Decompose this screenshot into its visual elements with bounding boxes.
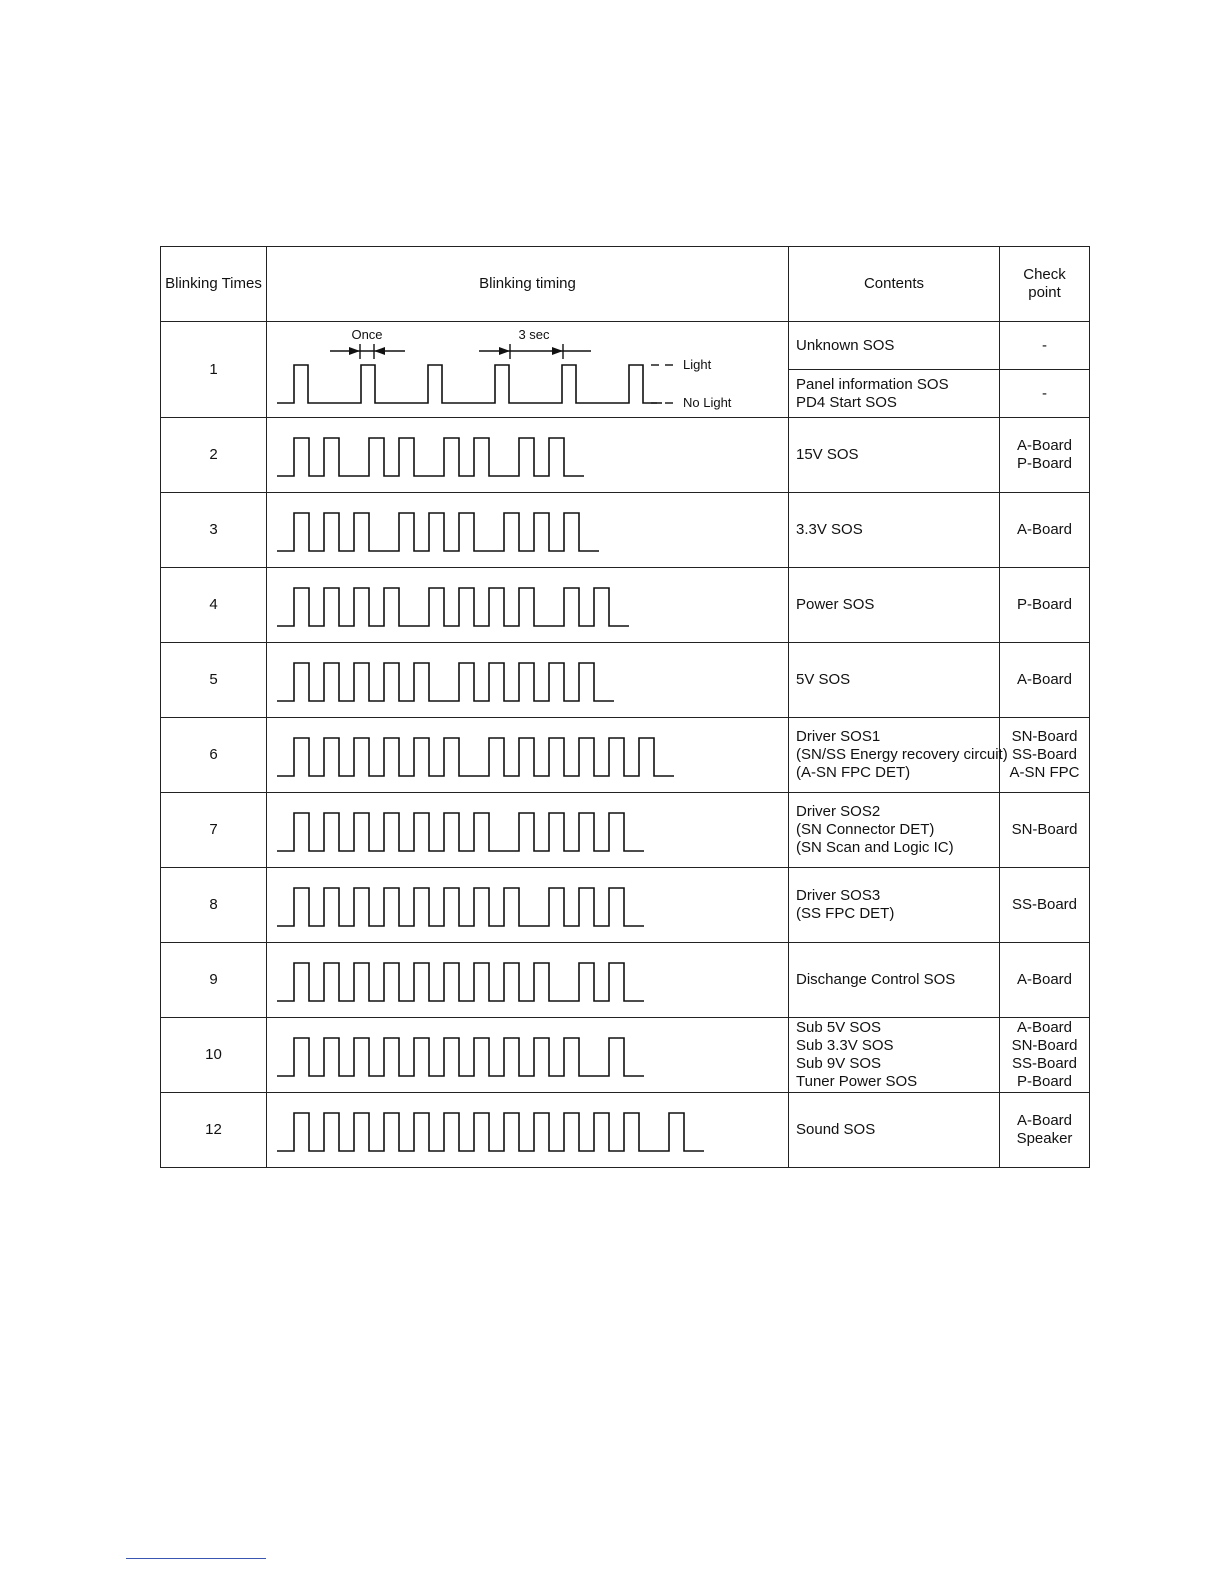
- waveform-path: [277, 813, 644, 851]
- check-line: -: [1042, 384, 1047, 402]
- timing-diagram: [267, 493, 789, 567]
- check-line: SN-Board: [1011, 1037, 1078, 1054]
- contents-line: Dischange Control SOS: [796, 971, 956, 988]
- waveform-path: [277, 1038, 644, 1076]
- waveform-path: [277, 663, 614, 701]
- row-check: [1000, 1018, 1090, 1093]
- contents-line: 3.3V SOS: [796, 521, 863, 538]
- row-check: [1000, 370, 1090, 418]
- check-line: A-Board: [1016, 1019, 1073, 1036]
- header-row: [161, 247, 1090, 322]
- row-timing: [267, 493, 789, 568]
- row-times: 5: [161, 643, 267, 718]
- check-line: P-Board: [1016, 596, 1073, 613]
- sos-table: [160, 246, 1090, 1168]
- row-times: 7: [161, 793, 267, 868]
- row-contents: [789, 1018, 1000, 1093]
- row-check: [1000, 643, 1090, 718]
- row-check: [1000, 418, 1090, 493]
- row-check: [1000, 868, 1090, 943]
- table-body: [161, 322, 1090, 1168]
- row-contents: [789, 568, 1000, 643]
- timing-diagram: [267, 793, 789, 867]
- light-label: Light: [683, 357, 712, 372]
- three-sec-label: 3 sec: [518, 327, 550, 342]
- row-check: [1000, 943, 1090, 1018]
- timing-diagram: [267, 568, 789, 642]
- contents-line: (SN Connector DET): [796, 821, 935, 838]
- timing-diagram: [267, 643, 789, 717]
- once-label: Once: [351, 327, 383, 342]
- row-times: 9: [161, 943, 267, 1018]
- contents-line: Sub 9V SOS: [796, 1055, 882, 1072]
- table-row: [161, 643, 1090, 718]
- row-timing: [267, 568, 789, 643]
- row-times: 4: [161, 568, 267, 643]
- row-contents: [789, 322, 1000, 370]
- waveform-path: [277, 588, 629, 626]
- row-times: 10: [161, 1018, 267, 1093]
- row-contents: [789, 793, 1000, 868]
- contents-line: (SS FPC DET): [796, 905, 895, 922]
- row-contents: [789, 370, 1000, 418]
- contents-line: Sound SOS: [796, 1121, 876, 1138]
- contents-line: Sub 3.3V SOS: [796, 1037, 894, 1054]
- row-check: [1000, 568, 1090, 643]
- check-line: -: [1042, 336, 1047, 354]
- row-contents: [789, 718, 1008, 793]
- contents-line: (A-SN FPC DET): [796, 764, 911, 781]
- once-dimension: [330, 344, 405, 359]
- check-line: SS-Board: [1011, 896, 1078, 913]
- no-light-label: No Light: [683, 395, 732, 410]
- table-row: [161, 1093, 1090, 1168]
- header-contents: Contents: [789, 247, 1000, 322]
- check-line: SS-Board: [1011, 746, 1078, 763]
- table-row: [161, 493, 1090, 568]
- waveform-path: [277, 365, 662, 403]
- row-check: [1000, 493, 1090, 568]
- row-timing: [267, 793, 789, 868]
- table-row: [161, 418, 1090, 493]
- check-line: SN-Board: [1011, 821, 1078, 838]
- contents-line: Driver SOS1: [796, 728, 881, 745]
- row-contents: [789, 493, 1000, 568]
- timing-diagram: [267, 868, 789, 942]
- row-timing: [267, 718, 789, 793]
- row-contents: [789, 1093, 1000, 1168]
- row-contents: [789, 943, 1000, 1018]
- waveform-path: [277, 438, 584, 476]
- table-row: [161, 943, 1090, 1018]
- check-line: Speaker: [1016, 1130, 1073, 1147]
- footer-rule: [126, 1558, 266, 1559]
- contents-line: PD4 Start SOS: [796, 393, 897, 411]
- row-times: 3: [161, 493, 267, 568]
- table-row: [161, 1018, 1090, 1093]
- table-row: [161, 793, 1090, 868]
- check-line: A-Board: [1016, 1112, 1073, 1129]
- check-line: A-Board: [1016, 437, 1073, 454]
- timing-diagram: [267, 1093, 789, 1167]
- check-line: P-Board: [1016, 1073, 1073, 1090]
- header-check-point-line: point: [1028, 284, 1061, 301]
- row-check: [1000, 1093, 1090, 1168]
- row-contents: [789, 868, 1000, 943]
- row-contents: [789, 643, 1000, 718]
- check-line: A-Board: [1016, 521, 1073, 538]
- check-line: A-SN FPC: [1009, 764, 1080, 781]
- timing-diagram: [267, 322, 789, 417]
- waveform-path: [277, 513, 599, 551]
- row-timing: [267, 643, 789, 718]
- row-times: 2: [161, 418, 267, 493]
- contents-line: Panel information SOS: [796, 375, 949, 393]
- table-row: [161, 568, 1090, 643]
- row-timing: [267, 1093, 789, 1168]
- row-timing: [267, 1018, 789, 1093]
- table-row: [161, 718, 1090, 793]
- header-blinking-timing: Blinking timing: [267, 247, 789, 322]
- table-row: [161, 322, 1090, 370]
- row-times: 6: [161, 718, 267, 793]
- contents-line: (SN Scan and Logic IC): [796, 839, 954, 856]
- row-check: [1000, 322, 1090, 370]
- header-check-point-line: Check: [1023, 266, 1066, 283]
- row-check: [1000, 718, 1090, 793]
- contents-line: Driver SOS2: [796, 803, 881, 820]
- row-times: 12: [161, 1093, 267, 1168]
- contents-line: Power SOS: [796, 596, 875, 613]
- three-sec-dimension: [479, 344, 591, 359]
- row-timing: [267, 868, 789, 943]
- contents-line: 15V SOS: [796, 446, 859, 463]
- contents-line: Sub 5V SOS: [796, 1019, 882, 1036]
- timing-diagram: [267, 718, 789, 792]
- timing-waveform: [277, 365, 662, 403]
- row-check: [1000, 793, 1090, 868]
- header-check-point: [1000, 247, 1090, 322]
- row-contents: [789, 418, 1000, 493]
- waveform-path: [277, 888, 644, 926]
- check-line: SS-Board: [1011, 1055, 1078, 1072]
- contents-line: Unknown SOS: [796, 336, 895, 354]
- row-timing: [267, 943, 789, 1018]
- check-line: A-Board: [1016, 971, 1073, 988]
- check-line: A-Board: [1016, 671, 1073, 688]
- contents-line: 5V SOS: [796, 671, 851, 688]
- waveform-path: [277, 963, 644, 1001]
- row-timing: [267, 418, 789, 493]
- timing-diagram: [267, 943, 789, 1017]
- check-line: P-Board: [1016, 455, 1073, 472]
- contents-line: (SN/SS Energy recovery circuit): [796, 746, 1008, 763]
- contents-line: Tuner Power SOS: [796, 1073, 918, 1090]
- waveform-path: [277, 738, 674, 776]
- header-blinking-times: Blinking Times: [161, 247, 267, 322]
- contents-line: Driver SOS3: [796, 887, 881, 904]
- level-dashes: [651, 365, 673, 403]
- timing-diagram: [267, 1018, 789, 1092]
- timing-diagram: [267, 418, 789, 492]
- row-times: 1: [161, 322, 267, 418]
- row-times: 8: [161, 868, 267, 943]
- row-timing: [267, 322, 789, 418]
- check-line: SN-Board: [1011, 728, 1078, 745]
- waveform-path: [277, 1113, 704, 1151]
- table-row: [161, 868, 1090, 943]
